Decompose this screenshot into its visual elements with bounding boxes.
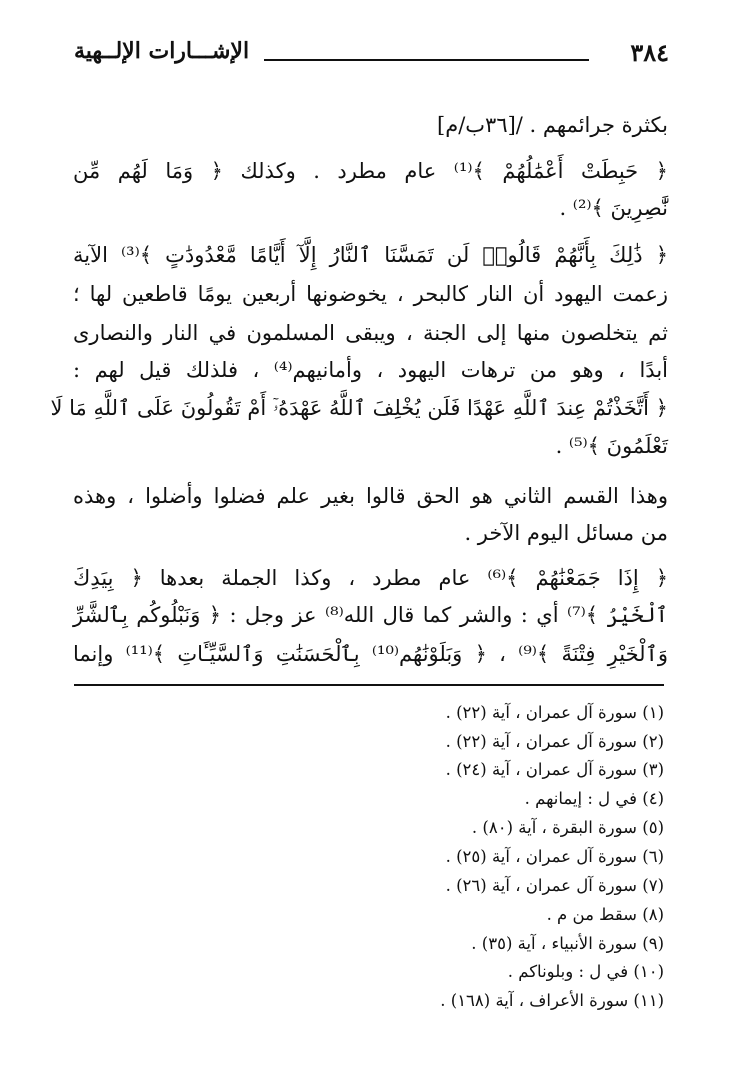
footnote-rule bbox=[74, 684, 664, 686]
body-line: ﴿ حَبِطَتْ أَعْمَٰلُهُمْ ﴾⁽¹⁾ عام مطرد . وكذلك ﴿ وَمَا لَهُم مِّن bbox=[73, 159, 668, 183]
body-line: وهذا القسم الثاني هو الحق قالوا بغير علم فضلوا وأضلوا ، وهذه bbox=[73, 484, 668, 508]
body-line: ﴿ أَتَّخَذْتُمْ عِندَ ٱللَّهِ عَهْدًا فَلَن يُخْلِفَ ٱللَّهُ عَهْدَهُۥٓ أَمْ تَقُولُونَ عَلَى ٱللَّهِ مَا لَا bbox=[50, 396, 668, 420]
footnote: (١١) سورة الأعراف ، آية (١٦٨) . bbox=[440, 991, 664, 1010]
running-header bbox=[74, 30, 669, 76]
header-title: الإشـــارات الإلــهية bbox=[74, 38, 250, 64]
footnote: (٢) سورة آل عمران ، آية (٢٢) . bbox=[445, 732, 664, 751]
body-line: زعمت اليهود أن النار كالبحر ، يخوضونها أربعين يومًا قاطعين لها ؛ bbox=[73, 282, 668, 306]
body-line: وَٱلْخَيْرِ فِتْنَةً ﴾⁽⁹⁾ ، ﴿ وَبَلَوْنَٰهُم⁽¹⁰⁾ بِٱلْحَسَنَٰتِ وَٱلسَّيِّـَٔاتِ ﴾⁽¹¹⁾ وإنما bbox=[73, 642, 668, 666]
footnote: (١) سورة آل عمران ، آية (٢٢) . bbox=[445, 703, 664, 722]
body-line: ٱلْخَيْرُ ﴾⁽⁷⁾ أي : والشر كما قال الله⁽⁸⁾ عز وجل : ﴿ وَنَبْلُوكُم بِٱلشَّرِّ bbox=[73, 603, 668, 627]
body-line: بكثرة جرائمهم . /[٣٦ب/م] bbox=[437, 113, 668, 137]
footnote: (٤) في ل : إيمانهم . bbox=[524, 789, 664, 808]
footnote: (٨) سقط من م . bbox=[546, 905, 664, 924]
footnote: (٣) سورة آل عمران ، آية (٢٤) . bbox=[445, 760, 664, 779]
footnote: (٦) سورة آل عمران ، آية (٢٥) . bbox=[445, 847, 664, 866]
footnote: (٧) سورة آل عمران ، آية (٢٦) . bbox=[445, 876, 664, 895]
footnote: (٥) سورة البقرة ، آية (٨٠) . bbox=[471, 818, 664, 837]
body-line: ﴿ إِذَا جَمَعْنَٰهُمْ ﴾⁽⁶⁾ عام مطرد ، وكذا الجملة بعدها ﴿ بِيَدِكَ bbox=[73, 566, 669, 590]
body-line: نَّٰصِرِينَ ﴾⁽²⁾ . bbox=[559, 196, 668, 220]
header-rule bbox=[264, 59, 589, 61]
body-line: أبدًا ، وهو من ترهات اليهود ، وأمانيهم⁽⁴⁾ ، فلذلك قيل لهم : bbox=[73, 358, 668, 382]
footnote: (١٠) في ل : وبلوناكم . bbox=[507, 962, 664, 981]
footnote: (٩) سورة الأنبياء ، آية (٣٥) . bbox=[471, 934, 664, 953]
page-number: ٣٨٤ bbox=[630, 38, 669, 67]
body-line: ثم يتخلصون منها إلى الجنة ، ويبقى المسلمون في النار والنصارى bbox=[73, 321, 668, 345]
body-line: ﴿ ذَٰلِكَ بِأَنَّهُمْ قَالُوا۟ لَن تَمَسَّنَا ٱلنَّارُ إِلَّآ أَيَّامًا مَّعْدُودَٰتٍ ﴾⁽³⁾ الآية bbox=[73, 243, 669, 267]
body-line: من مسائل اليوم الآخر . bbox=[464, 521, 668, 545]
body-line: تَعْلَمُونَ ﴾⁽⁵⁾ . bbox=[555, 434, 668, 458]
